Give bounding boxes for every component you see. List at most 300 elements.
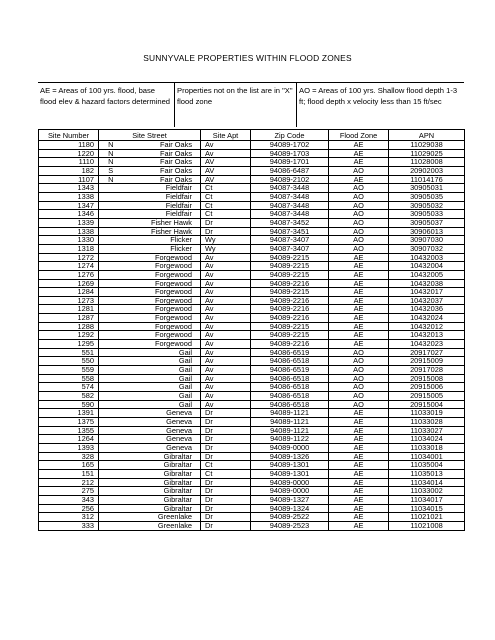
street-name-cell: Forgewood (123, 253, 201, 262)
site-number-cell: 328 (39, 452, 99, 461)
site-number-cell: 1272 (39, 253, 99, 262)
street-name-cell: Flicker (123, 244, 201, 253)
flood-zone-cell: AE (329, 426, 389, 435)
apn-cell: 30905035 (389, 192, 465, 201)
zip-code-cell: 94089-0000 (251, 443, 329, 452)
zip-code-cell: 94089-1121 (251, 426, 329, 435)
apn-cell: 30905033 (389, 210, 465, 219)
direction-cell (99, 452, 123, 461)
table-row (39, 357, 465, 366)
zip-code-cell: 94089-0000 (251, 478, 329, 487)
direction-cell: N (99, 149, 123, 158)
flood-zone-cell: AE (329, 175, 389, 184)
street-name-cell: Forgewood (123, 314, 201, 323)
zip-code-cell: 94086-6518 (251, 357, 329, 366)
apn-cell: 20915005 (389, 392, 465, 401)
street-suffix-cell: Dr (201, 487, 251, 496)
apn-cell: 10432004 (389, 262, 465, 271)
street-name-cell: Gail (123, 366, 201, 375)
street-suffix-cell: Dr (201, 513, 251, 522)
apn-cell: 11034015 (389, 504, 465, 513)
apn-cell: 30905031 (389, 184, 465, 193)
street-name-cell: Fieldfair (123, 192, 201, 201)
table-row (39, 504, 465, 513)
flood-zone-cell: AE (329, 521, 389, 530)
apn-cell: 11034001 (389, 452, 465, 461)
apn-cell: 30907030 (389, 236, 465, 245)
zip-code-cell: 94087-3448 (251, 201, 329, 210)
apn-cell: 11028008 (389, 158, 465, 167)
zip-code-cell: 94089-2523 (251, 521, 329, 530)
flood-zone-cell: AE (329, 443, 389, 452)
table-row (39, 270, 465, 279)
site-number-cell: 1107 (39, 175, 99, 184)
street-suffix-cell: Ct (201, 469, 251, 478)
street-suffix-cell: Av (201, 149, 251, 158)
direction-cell (99, 192, 123, 201)
zip-code-cell: 94089-2216 (251, 279, 329, 288)
apn-cell: 30907032 (389, 244, 465, 253)
zip-code-cell: 94086-6518 (251, 383, 329, 392)
table-row (39, 166, 465, 175)
flood-zone-cell: AE (329, 461, 389, 470)
table-row (39, 478, 465, 487)
direction-cell: N (99, 158, 123, 167)
flood-zone-cell: AE (329, 149, 389, 158)
street-suffix-cell: Dr (201, 409, 251, 418)
street-suffix-cell: Dr (201, 478, 251, 487)
street-suffix-cell: Dr (201, 426, 251, 435)
table-row (39, 513, 465, 522)
flood-zone-cell: AE (329, 409, 389, 418)
apn-cell: 10432024 (389, 314, 465, 323)
flood-zone-cell: AO (329, 218, 389, 227)
street-suffix-cell: Ct (201, 461, 251, 470)
site-number-cell: 182 (39, 166, 99, 175)
street-name-cell: Gibraltar (123, 478, 201, 487)
table-row (39, 400, 465, 409)
zip-code-cell: 94089-0000 (251, 487, 329, 496)
street-name-cell: Forgewood (123, 279, 201, 288)
street-name-cell: Forgewood (123, 262, 201, 271)
site-number-cell: 1330 (39, 236, 99, 245)
apn-cell: 30906013 (389, 227, 465, 236)
zip-code-cell: 94087-3448 (251, 184, 329, 193)
street-suffix-cell: Ct (201, 184, 251, 193)
flood-zone-cell: AE (329, 262, 389, 271)
apn-cell: 10432038 (389, 279, 465, 288)
flood-zone-cell: AO (329, 374, 389, 383)
table-row (39, 184, 465, 193)
street-name-cell: Fieldfair (123, 201, 201, 210)
direction-cell (99, 461, 123, 470)
zip-code-cell: 94087-3407 (251, 236, 329, 245)
street-suffix-cell: Av (201, 374, 251, 383)
site-number-cell: 333 (39, 521, 99, 530)
site-number-cell: 1288 (39, 322, 99, 331)
street-name-cell: Fair Oaks (123, 141, 201, 150)
legend-box (38, 82, 464, 130)
flood-zone-cell: AO (329, 210, 389, 219)
site-number-cell: 558 (39, 374, 99, 383)
table-row (39, 322, 465, 331)
apn-cell: 20915009 (389, 357, 465, 366)
apn-cell: 20917027 (389, 348, 465, 357)
street-name-cell: Flicker (123, 236, 201, 245)
street-name-cell: Geneva (123, 443, 201, 452)
zip-code-cell: 94086-6519 (251, 348, 329, 357)
flood-zone-cell: AE (329, 279, 389, 288)
table-row (39, 340, 465, 349)
zip-code-cell: 94086-6519 (251, 366, 329, 375)
site-number-cell: 1273 (39, 296, 99, 305)
legend-ao-text: AO = Areas of 100 yrs. Shallow flood depth 1-3 ft; flood depth x velocity less than 15 ft/sec (296, 83, 465, 127)
direction-cell (99, 504, 123, 513)
site-number-cell: 1338 (39, 192, 99, 201)
zip-code-cell: 94089-2215 (251, 331, 329, 340)
street-suffix-cell: Av (201, 322, 251, 331)
apn-cell: 11035013 (389, 469, 465, 478)
street-name-cell: Greenlake (123, 513, 201, 522)
direction-cell (99, 418, 123, 427)
table-row (39, 366, 465, 375)
table-row (39, 175, 465, 184)
street-suffix-cell: AV (201, 158, 251, 167)
street-suffix-cell: AV (201, 175, 251, 184)
street-name-cell: Geneva (123, 418, 201, 427)
direction-cell (99, 366, 123, 375)
street-name-cell: Fair Oaks (123, 149, 201, 158)
zip-code-cell: 94086-6487 (251, 166, 329, 175)
street-suffix-cell: Ct (201, 210, 251, 219)
direction-cell: N (99, 141, 123, 150)
street-suffix-cell: Dr (201, 521, 251, 530)
site-number-cell: 1292 (39, 331, 99, 340)
legend-ae-text: AE = Areas of 100 yrs. flood, base flood elev & hazard factors determined (40, 86, 171, 106)
flood-zone-cell: AE (329, 469, 389, 478)
apn-cell: 10432012 (389, 322, 465, 331)
street-suffix-cell: Av (201, 141, 251, 150)
direction-cell (99, 236, 123, 245)
apn-cell: 11014176 (389, 175, 465, 184)
table-row (39, 253, 465, 262)
apn-cell: 11034017 (389, 495, 465, 504)
apn-cell: 11035004 (389, 461, 465, 470)
street-suffix-cell: Av (201, 253, 251, 262)
flood-zone-cell: AO (329, 166, 389, 175)
apn-cell: 20915004 (389, 400, 465, 409)
site-number-cell: 1375 (39, 418, 99, 427)
apn-cell: 11033028 (389, 418, 465, 427)
zip-code-cell: 94089-2215 (251, 288, 329, 297)
header-flood-zone: Flood Zone (329, 130, 389, 141)
zip-code-cell: 94086-6518 (251, 374, 329, 383)
site-number-cell: 582 (39, 392, 99, 401)
flood-zone-cell: AE (329, 435, 389, 444)
zip-code-cell: 94089-1324 (251, 504, 329, 513)
street-name-cell: Forgewood (123, 305, 201, 314)
street-name-cell: Gail (123, 392, 201, 401)
site-number-cell: 275 (39, 487, 99, 496)
direction-cell (99, 262, 123, 271)
zip-code-cell: 94087-3452 (251, 218, 329, 227)
street-name-cell: Gail (123, 357, 201, 366)
zip-code-cell: 94089-1121 (251, 409, 329, 418)
flood-zone-cell: AO (329, 201, 389, 210)
table-row (39, 487, 465, 496)
table-row (39, 426, 465, 435)
site-number-cell: 550 (39, 357, 99, 366)
apn-cell: 10432036 (389, 305, 465, 314)
street-suffix-cell: Av (201, 357, 251, 366)
zip-code-cell: 94089-2102 (251, 175, 329, 184)
header-site-number: Site Number (39, 130, 99, 141)
street-name-cell: Forgewood (123, 270, 201, 279)
page-title: SUNNYVALE PROPERTIES WITHIN FLOOD ZONES (143, 53, 352, 63)
zip-code-cell: 94089-1327 (251, 495, 329, 504)
table-row (39, 236, 465, 245)
apn-cell: 11033002 (389, 487, 465, 496)
flood-zone-cell: AE (329, 141, 389, 150)
zip-code-cell: 94089-2215 (251, 262, 329, 271)
site-number-cell: 1346 (39, 210, 99, 219)
street-suffix-cell: Av (201, 262, 251, 271)
apn-cell: 11033019 (389, 409, 465, 418)
street-name-cell: Fair Oaks (123, 158, 201, 167)
zip-code-cell: 94089-2215 (251, 270, 329, 279)
site-number-cell: 1180 (39, 141, 99, 150)
street-suffix-cell: Dr (201, 452, 251, 461)
zip-code-cell: 94086-6518 (251, 392, 329, 401)
direction-cell (99, 495, 123, 504)
street-name-cell: Fair Oaks (123, 175, 201, 184)
flood-zone-cell: AO (329, 392, 389, 401)
street-suffix-cell: Av (201, 392, 251, 401)
table-row (39, 495, 465, 504)
apn-cell: 10432037 (389, 296, 465, 305)
table-row (39, 305, 465, 314)
street-suffix-cell: Dr (201, 435, 251, 444)
apn-cell: 11021008 (389, 521, 465, 530)
street-suffix-cell: Av (201, 305, 251, 314)
zip-code-cell: 94089-1701 (251, 158, 329, 167)
street-suffix-cell: Av (201, 331, 251, 340)
apn-cell: 10432005 (389, 270, 465, 279)
flood-zone-cell: AE (329, 487, 389, 496)
apn-cell: 10432013 (389, 331, 465, 340)
table-row (39, 314, 465, 323)
direction-cell (99, 478, 123, 487)
zip-code-cell: 94089-1301 (251, 469, 329, 478)
street-name-cell: Gibraltar (123, 487, 201, 496)
site-number-cell: 1391 (39, 409, 99, 418)
table-row (39, 418, 465, 427)
direction-cell: N (99, 175, 123, 184)
header-site-apt: Site Apt (201, 130, 251, 141)
header-row (39, 130, 465, 141)
zip-code-cell: 94089-1702 (251, 141, 329, 150)
zip-code-cell: 94089-1301 (251, 461, 329, 470)
header-site-street: Site Street (99, 130, 201, 141)
site-number-cell: 256 (39, 504, 99, 513)
site-number-cell: 1274 (39, 262, 99, 271)
site-number-cell: 559 (39, 366, 99, 375)
street-suffix-cell: Av (201, 348, 251, 357)
direction-cell (99, 521, 123, 530)
header-apn: APN (389, 130, 465, 141)
direction-cell (99, 184, 123, 193)
apn-cell: 11029025 (389, 149, 465, 158)
street-suffix-cell: Wy (201, 236, 251, 245)
site-number-cell: 1284 (39, 288, 99, 297)
site-number-cell: 1276 (39, 270, 99, 279)
table-row (39, 435, 465, 444)
apn-cell: 11029038 (389, 141, 465, 150)
direction-cell (99, 331, 123, 340)
table-row (39, 210, 465, 219)
direction-cell (99, 443, 123, 452)
street-suffix-cell: Dr (201, 218, 251, 227)
flood-zone-cell: AO (329, 383, 389, 392)
site-number-cell: 1110 (39, 158, 99, 167)
direction-cell (99, 348, 123, 357)
street-name-cell: Forgewood (123, 296, 201, 305)
zip-code-cell: 94089-2216 (251, 305, 329, 314)
site-number-cell: 1295 (39, 340, 99, 349)
table-row (39, 149, 465, 158)
apn-cell: 20902003 (389, 166, 465, 175)
flood-zone-cell: AO (329, 192, 389, 201)
site-number-cell: 574 (39, 383, 99, 392)
apn-cell: 11034014 (389, 478, 465, 487)
direction-cell (99, 288, 123, 297)
table-row (39, 288, 465, 297)
zip-code-cell: 94089-1121 (251, 418, 329, 427)
table-row (39, 461, 465, 470)
table-row (39, 262, 465, 271)
street-name-cell: Greenlake (123, 521, 201, 530)
flood-zone-cell: AO (329, 244, 389, 253)
table-row (39, 348, 465, 357)
direction-cell (99, 409, 123, 418)
street-name-cell: Gibraltar (123, 452, 201, 461)
street-suffix-cell: Av (201, 288, 251, 297)
zip-code-cell: 94089-2215 (251, 253, 329, 262)
flood-zone-cell: AE (329, 418, 389, 427)
apn-cell: 10432017 (389, 288, 465, 297)
street-suffix-cell: AV (201, 166, 251, 175)
site-number-cell: 212 (39, 478, 99, 487)
street-suffix-cell: Wy (201, 244, 251, 253)
table-row (39, 141, 465, 150)
direction-cell (99, 400, 123, 409)
street-suffix-cell: Ct (201, 192, 251, 201)
street-suffix-cell: Ct (201, 201, 251, 210)
site-number-cell: 1318 (39, 244, 99, 253)
direction-cell (99, 296, 123, 305)
street-name-cell: Fieldfair (123, 210, 201, 219)
zip-code-cell: 94089-1703 (251, 149, 329, 158)
zip-code-cell: 94087-3451 (251, 227, 329, 236)
direction-cell (99, 227, 123, 236)
direction-cell (99, 218, 123, 227)
flood-zone-cell: AE (329, 495, 389, 504)
zip-code-cell: 94089-1122 (251, 435, 329, 444)
site-number-cell: 1338 (39, 227, 99, 236)
flood-zone-cell: AO (329, 184, 389, 193)
site-number-cell: 1269 (39, 279, 99, 288)
flood-zone-cell: AO (329, 348, 389, 357)
direction-cell (99, 244, 123, 253)
apn-cell: 20917028 (389, 366, 465, 375)
zip-code-cell: 94089-2216 (251, 340, 329, 349)
apn-cell: 11033027 (389, 426, 465, 435)
street-name-cell: Fisher Hawk (123, 227, 201, 236)
table-row (39, 296, 465, 305)
street-name-cell: Geneva (123, 409, 201, 418)
header-zip-code: Zip Code (251, 130, 329, 141)
street-name-cell: Fair Oaks (123, 166, 201, 175)
street-name-cell: Gibraltar (123, 495, 201, 504)
apn-cell: 11033018 (389, 443, 465, 452)
street-name-cell: Forgewood (123, 331, 201, 340)
flood-zone-cell: AE (329, 158, 389, 167)
flood-zone-cell: AE (329, 504, 389, 513)
apn-cell: 20915006 (389, 383, 465, 392)
apn-cell: 10432003 (389, 253, 465, 262)
zip-code-cell: 94087-3448 (251, 192, 329, 201)
apn-cell: 30905037 (389, 218, 465, 227)
site-number-cell: 165 (39, 461, 99, 470)
street-name-cell: Geneva (123, 426, 201, 435)
zip-code-cell: 94089-2215 (251, 322, 329, 331)
street-name-cell: Gail (123, 374, 201, 383)
site-number-cell: 551 (39, 348, 99, 357)
zip-code-cell: 94089-2522 (251, 513, 329, 522)
apn-cell: 20915008 (389, 374, 465, 383)
flood-zone-cell: AE (329, 513, 389, 522)
street-suffix-cell: Av (201, 383, 251, 392)
table-body (39, 141, 465, 531)
table-row (39, 331, 465, 340)
site-number-cell: 312 (39, 513, 99, 522)
apn-cell: 11034024 (389, 435, 465, 444)
direction-cell: S (99, 166, 123, 175)
direction-cell (99, 426, 123, 435)
table-row (39, 392, 465, 401)
street-suffix-cell: Av (201, 296, 251, 305)
street-suffix-cell: Dr (201, 495, 251, 504)
flood-zone-cell: AE (329, 452, 389, 461)
direction-cell (99, 383, 123, 392)
flood-zone-cell: AE (329, 478, 389, 487)
street-suffix-cell: Av (201, 400, 251, 409)
street-name-cell: Fisher Hawk (123, 218, 201, 227)
direction-cell (99, 314, 123, 323)
direction-cell (99, 322, 123, 331)
table-row (39, 227, 465, 236)
flood-zone-cell: AO (329, 366, 389, 375)
site-number-cell: 343 (39, 495, 99, 504)
street-suffix-cell: Av (201, 366, 251, 375)
zip-code-cell: 94089-1326 (251, 452, 329, 461)
site-number-cell: 1355 (39, 426, 99, 435)
direction-cell (99, 487, 123, 496)
apn-cell: 10432023 (389, 340, 465, 349)
street-name-cell: Gibraltar (123, 469, 201, 478)
street-name-cell: Gail (123, 348, 201, 357)
street-suffix-cell: Av (201, 270, 251, 279)
